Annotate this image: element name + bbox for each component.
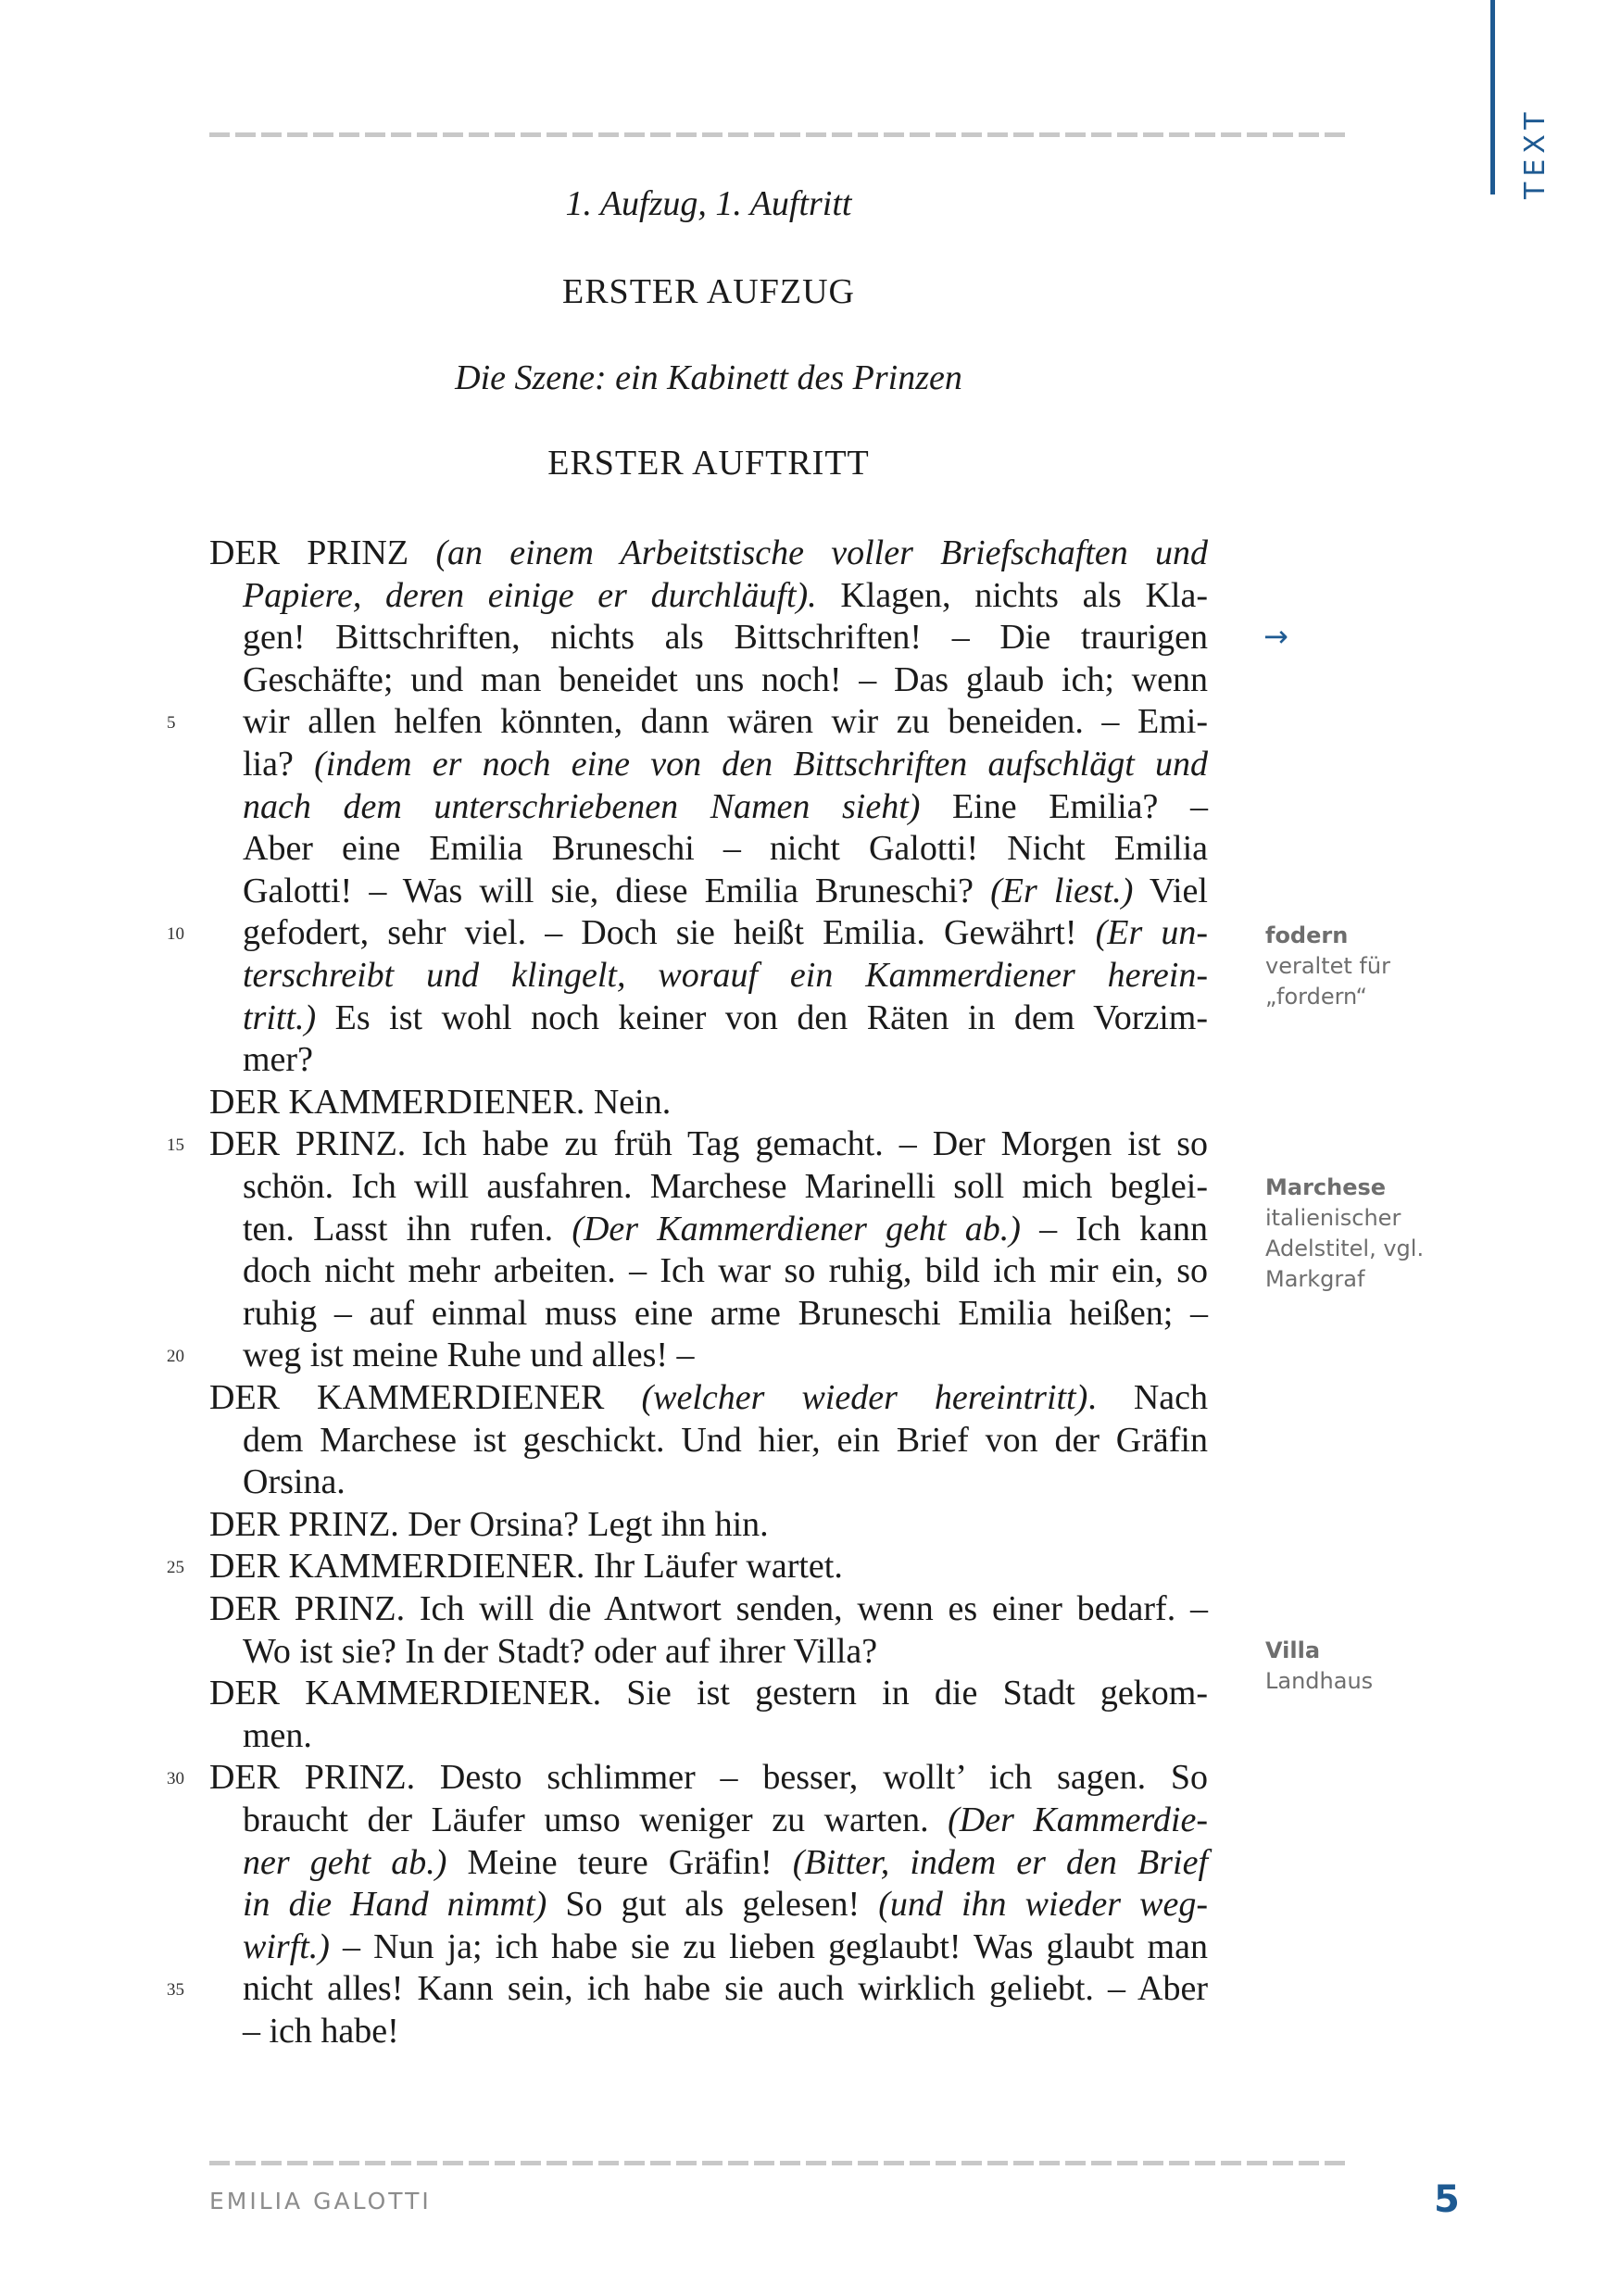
dialogue: Geschäfte; und man beneidet uns noch! – Das glaub ich; wenn: [243, 659, 1208, 699]
stage-direction: (welcher wieder hereintritt): [641, 1378, 1088, 1417]
text-line: [243, 1967, 1208, 2010]
dialogue: . Nein.: [575, 1082, 672, 1122]
text-line: [243, 1165, 1208, 1208]
stage-direction: (und ihn wieder weg-: [878, 1885, 1208, 1925]
speech-line: [209, 1503, 1208, 1546]
gloss-term: fodern: [1265, 922, 1349, 948]
dialogue: . Ihr Läufer wartet.: [575, 1547, 843, 1587]
stage-direction: in die Hand nimmt): [243, 1885, 547, 1925]
dialogue: . Nach: [1087, 1378, 1209, 1417]
dialogue: – Ich kann: [1020, 1209, 1208, 1248]
speech-line: [209, 532, 1208, 574]
text-line: [243, 1038, 1208, 1081]
running-head: 1. Aufzug, 1. Auftritt: [565, 184, 852, 223]
dialogue: [604, 1378, 641, 1417]
text-line: [243, 1883, 1208, 1926]
section-tab-label: TEXT: [1519, 107, 1552, 199]
text-line: [243, 659, 1208, 701]
dialogue: Eine Emilia? –: [920, 786, 1208, 826]
speaker-name: DER PRINZ: [209, 1758, 407, 1798]
stage-direction: (Bitter, indem er den Brief: [792, 1842, 1209, 1882]
stage-direction: terschreibt und klingelt, worauf ein Kammerdiener herein-: [243, 956, 1208, 995]
dialogue: ten. Lasst ihn rufen.: [243, 1209, 572, 1248]
dialogue: . Ich will die Antwort senden, wenn es einer bedarf. –: [396, 1589, 1208, 1628]
text-line: [243, 1630, 1208, 1673]
speech-line: [209, 1672, 1208, 1714]
dialogue: wir allen helfen könnten, dann wären wir zu beneiden. – Emi-: [243, 702, 1208, 742]
dialogue: . Sie ist gestern in die Stadt gekom-: [592, 1674, 1209, 1713]
text-line: [243, 1461, 1208, 1503]
scene-description: Die Szene: ein Kabinett des Prinzen: [455, 358, 962, 397]
text-line: [243, 954, 1208, 997]
appearance-heading: ERSTER AUFTRITT: [547, 444, 870, 483]
text-line: [243, 616, 1208, 659]
footer-book-title: EMILIA GALOTTI: [209, 2188, 432, 2214]
gloss-definition: Landhaus: [1265, 1668, 1374, 1694]
speaker-name: DER KAMMERDIENER: [209, 1547, 576, 1587]
text-line: [243, 1841, 1208, 1884]
stage-direction: (Er un-: [1095, 913, 1209, 953]
speaker-name: DER PRINZ: [209, 1124, 397, 1164]
bottom-dashed-rule: [209, 2161, 1351, 2165]
text-line: [243, 1208, 1208, 1250]
dialogue: . Der Orsina? Legt ihn hin.: [390, 1504, 769, 1544]
line-number: 15: [167, 1135, 184, 1155]
speech-line: [209, 1081, 1208, 1123]
text-line: [243, 2010, 1208, 2052]
line-number: 10: [167, 924, 184, 944]
gloss-definition: Adelstitel, vgl.: [1265, 1236, 1425, 1261]
dialogue: gefodert, sehr viel. – Doch sie heißt Emilia. Gewährt!: [243, 913, 1096, 953]
stage-direction: (Der Kammerdie-: [948, 1800, 1209, 1839]
dialogue: dem Marchese ist geschickt. Und hier, ein Brief von der Gräfin: [243, 1420, 1208, 1460]
line-number: 35: [167, 1980, 184, 2000]
page-number: 5: [1434, 2178, 1460, 2221]
gloss-definition: „fordern“: [1265, 984, 1367, 1010]
text-line: [243, 827, 1208, 870]
dialogue: men.: [243, 1715, 312, 1755]
gloss-definition: Markgraf: [1265, 1266, 1365, 1292]
line-number: 5: [167, 713, 176, 733]
dialogue: Galotti! – Was will sie, diese Emilia Bruneschi?: [243, 871, 991, 910]
dialogue: Klagen, nichts als Kla-: [816, 575, 1208, 615]
speech-line: [209, 1545, 1208, 1587]
dialogue: . Ich habe zu früh Tag gemacht. – Der Morgen ist so: [396, 1124, 1208, 1164]
text-line: [243, 911, 1208, 954]
text-line: [243, 574, 1208, 617]
speaker-name: DER KAMMERDIENER: [209, 1378, 605, 1417]
dialogue: Viel: [1133, 871, 1208, 910]
stage-direction: (Er liest.): [990, 871, 1134, 910]
line-number: 25: [167, 1558, 184, 1577]
section-tab-bar: [1490, 0, 1495, 194]
gloss-definition: veraltet für: [1265, 953, 1390, 979]
dialogue: Aber eine Emilia Bruneschi – nicht Galotti! Nicht Emilia: [243, 829, 1208, 869]
speech-line: [209, 1587, 1208, 1630]
dialogue: schön. Ich will ausfahren. Marchese Marinelli soll mich beglei-: [243, 1167, 1208, 1206]
stage-direction: ner geht ab.): [243, 1842, 447, 1882]
section-tab: [1519, 107, 1556, 199]
text-line: [243, 997, 1208, 1039]
gloss-fodern: [1265, 921, 1390, 1012]
stage-direction: nach dem unterschriebenen Namen sieht): [243, 786, 921, 826]
dialogue: Es ist wohl noch keiner von den Räten in dem Vorzim-: [316, 997, 1208, 1037]
speech-line: [209, 1123, 1208, 1165]
dialogue: weg ist meine Ruhe und alles! –: [243, 1336, 695, 1375]
dialogue: Wo ist sie? In der Stadt? oder auf ihrer Villa?: [243, 1631, 878, 1671]
speech-line: [209, 1376, 1208, 1419]
stage-direction: (Der Kammerdiener geht ab.): [572, 1209, 1021, 1248]
speaker-name: DER PRINZ: [209, 1589, 396, 1628]
speaker-name: DER PRINZ: [209, 533, 409, 572]
speech-line: [209, 1756, 1208, 1799]
text-line: [243, 785, 1208, 828]
arrow-right-icon: →: [1263, 619, 1288, 654]
stage-direction: tritt.): [243, 997, 317, 1037]
text-line: [243, 1249, 1208, 1292]
stage-direction: wirft.): [243, 1926, 330, 1966]
gloss-term: Villa: [1265, 1637, 1321, 1663]
dialogue: ruhig – auf einmal muss eine arme Bruneschi Emilia heißen; –: [243, 1293, 1208, 1333]
dialogue: mer?: [243, 1040, 313, 1080]
act-heading: ERSTER AUFZUG: [562, 272, 855, 311]
dialogue: gen! Bittschriften, nichts als Bittschriften! – Die traurigen: [243, 618, 1208, 658]
gloss-marchese: [1265, 1173, 1424, 1295]
dialogue: – Nun ja; ich habe sie zu lieben geglaubt! Was glaubt man: [329, 1926, 1208, 1966]
text-line: [243, 1419, 1208, 1462]
dialogue: doch nicht mehr arbeiten. – Ich war so ruhig, bild ich mir ein, so: [243, 1251, 1208, 1291]
speaker-name: DER KAMMERDIENER: [209, 1674, 593, 1713]
top-dashed-rule: [209, 132, 1351, 137]
gloss-term: Marchese: [1265, 1174, 1387, 1200]
text-line: [243, 1926, 1208, 1968]
line-number: 30: [167, 1769, 184, 1788]
text-line: [243, 743, 1208, 785]
gloss-definition: italienischer: [1265, 1205, 1401, 1231]
text-line: [243, 700, 1208, 743]
dialogue: lia?: [243, 745, 315, 784]
text-line: [243, 1292, 1208, 1335]
dialogue: Meine teure Gräfin!: [446, 1842, 793, 1882]
text-line: [243, 1714, 1208, 1757]
dialogue: So gut als gelesen!: [547, 1885, 879, 1925]
stage-direction: Papiere, deren einige er durchläuft).: [243, 575, 817, 615]
text-line: [243, 1334, 1208, 1376]
text-line: [243, 870, 1208, 912]
speaker-name: DER PRINZ: [209, 1504, 391, 1544]
text-line: [243, 1799, 1208, 1841]
line-number: 20: [167, 1347, 184, 1366]
stage-direction: (an einem Arbeitstische voller Briefschaften und: [435, 533, 1209, 572]
gloss-villa: [1265, 1636, 1373, 1697]
dialogue: – ich habe!: [243, 2012, 399, 2051]
dialogue: nicht alles! Kann sein, ich habe sie auch wirklich geliebt. – Aber: [243, 1969, 1208, 2009]
speaker-name: DER KAMMERDIENER: [209, 1082, 576, 1122]
dialogue: . Desto schlimmer – besser, wollt’ ich sagen. So: [406, 1758, 1208, 1798]
dialogue: braucht der Läufer umso weniger zu warten.: [243, 1800, 949, 1839]
stage-direction: (indem er noch eine von den Bittschriften aufschlägt und: [314, 745, 1208, 784]
dialogue: [408, 533, 435, 572]
dialogue: Orsina.: [243, 1462, 346, 1502]
